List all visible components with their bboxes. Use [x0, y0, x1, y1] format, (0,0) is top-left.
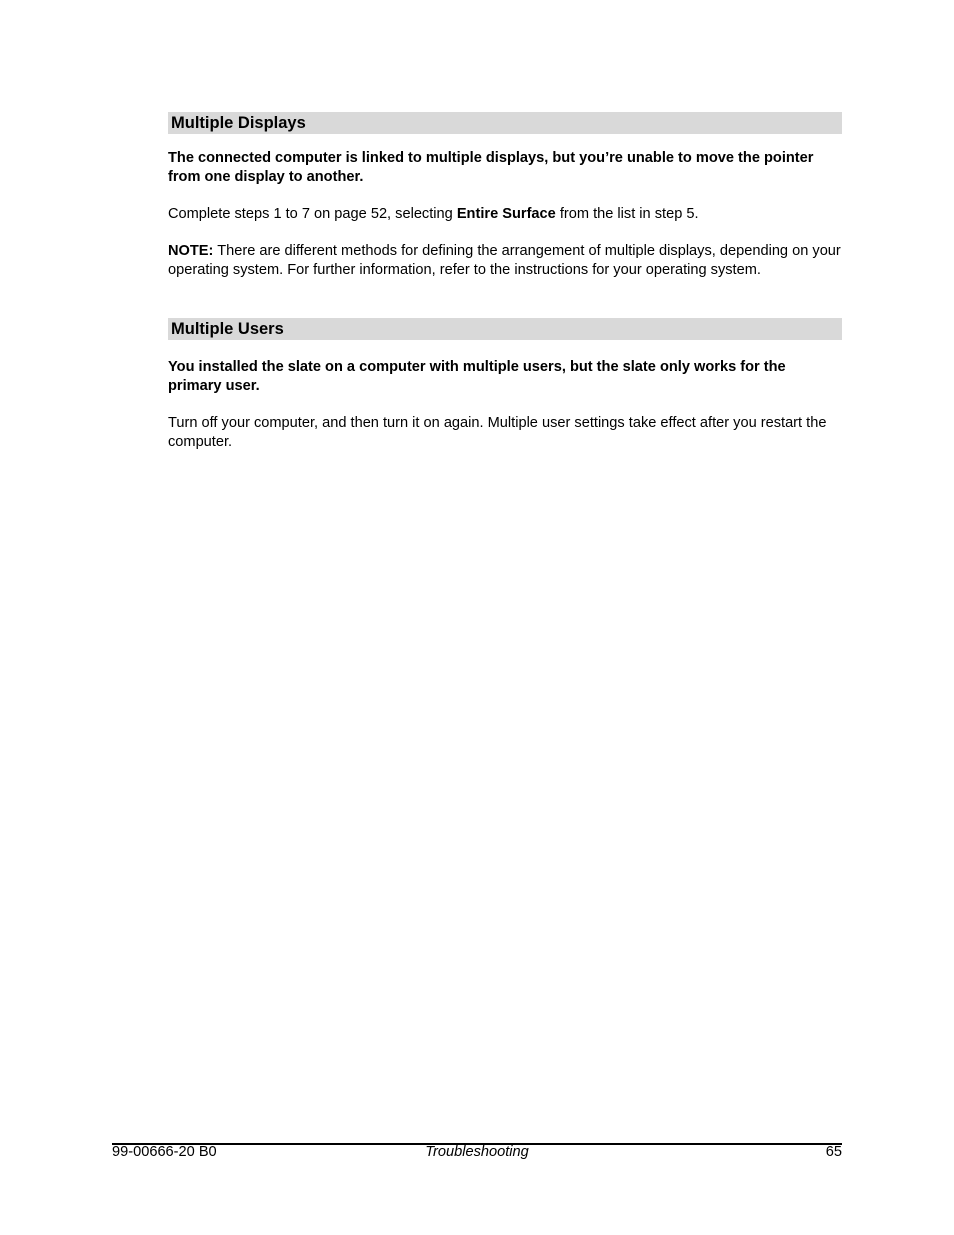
note-text: There are different methods for defining the arrangement of multiple displays, depending on your operating system. For further information, refer to the instructions for your operating system.	[168, 243, 841, 278]
solution-text-end: from the list in step 5.	[555, 206, 699, 222]
section-heading-multiple-users: Multiple Users	[168, 318, 842, 340]
footer-page-number: 65	[825, 1144, 842, 1160]
problem-statement-multiple-displays: The connected computer is linked to multiple displays, but you’re unable to move the pointer from one display to another.	[168, 150, 814, 185]
note-multiple-displays	[168, 242, 842, 280]
footer-chapter-title: Troubleshooting	[425, 1144, 529, 1160]
solution-multiple-displays	[168, 205, 842, 224]
section-heading-multiple-displays: Multiple Displays	[168, 112, 842, 134]
solution-text-start: Complete steps 1 to 7 on page 52, selecting	[168, 206, 457, 222]
solution-multiple-users: Turn off your computer, and then turn it on again. Multiple user settings take effect after you restart the computer.	[168, 415, 827, 450]
footer-doc-number: 99-00666-20 B0	[112, 1144, 217, 1160]
problem-statement-multiple-users: You installed the slate on a computer with multiple users, but the slate only works for the primary user.	[168, 359, 786, 394]
note-label: NOTE:	[168, 243, 214, 259]
solution-emphasis: Entire Surface	[456, 206, 556, 222]
